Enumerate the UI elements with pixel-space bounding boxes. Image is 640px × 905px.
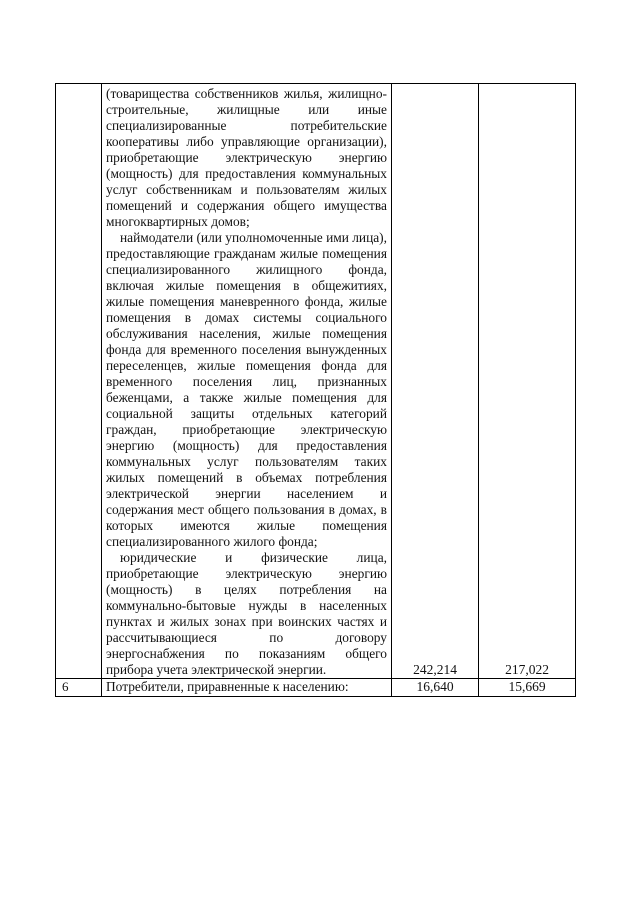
- value-cell-2: 15,669: [479, 679, 576, 697]
- description-paragraph: (товарищества собственников жилья, жилищно-строительные, жилищные или иные специализированные потребительские кооперативы либо управляющие организации), приобретающие электрическую энергию (мощность) для предоставления коммунальных услуг собственникам и пользователям жилых помещений и содержания общего имущества многоквартирных домов;: [106, 86, 387, 229]
- value-cell-1: 16,640: [392, 679, 479, 697]
- row-number-cell: [56, 84, 102, 679]
- value-cell-2: 217,022: [479, 84, 576, 679]
- consumer-description-cell: [102, 84, 392, 679]
- table-row: [56, 84, 576, 679]
- row-number-cell: 6: [56, 679, 102, 697]
- description-paragraph: юридические и физические лица, приобретающие электрическую энергию (мощность) в целях потребления на коммунально-бытовые нужды в населенных пунктах и жилых зонах при воинских частях и рассчитывающиеся по договору энергоснабжения по показаниям общего прибора учета электрической энергии.: [106, 550, 387, 677]
- value-cell-1: 242,214: [392, 84, 479, 679]
- consumer-description-cell: Потребители, приравненные к населению:: [102, 679, 392, 697]
- table-row: [56, 679, 576, 697]
- description-paragraph: наймодатели (или уполномоченные ими лица), предоставляющие гражданам жилые помещения специализированного жилищного фонда, включая жилые помещения в общежитиях, жилые помещения маневренного фонда, жилые помещения в домах системы социального обслуживания населения, жилые помещения фонда для временного поселения вынужденных переселенцев, жилые помещения фонда для временного поселения лиц, признанных беженцами, а также жилые помещения для социальной защиты отдельных категорий граждан, приобретающие электрическую энергию (мощность) для предоставления коммунальных услуг пользователям таких жилых помещений в объемах потребления электрической энергии населением и содержания мест общего пользования в домах, в которых имеются жилые помещения специализированного жилого фонда;: [106, 230, 387, 549]
- tariff-table: [55, 83, 576, 697]
